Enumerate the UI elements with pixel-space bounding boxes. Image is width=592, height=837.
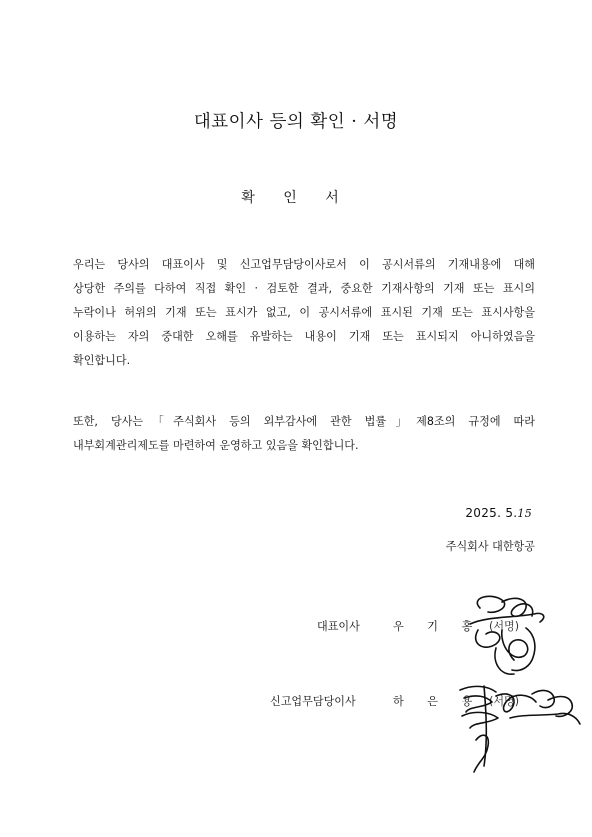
signer-title: 신고업무담당이사 xyxy=(270,695,356,708)
signer-name: 하 은 용 xyxy=(393,695,483,708)
signer-title: 대표이사 xyxy=(317,620,360,633)
signer-name: 우 기 홍 xyxy=(393,620,483,633)
paragraph-line: 누락이나 허위의 기재 또는 표시가 없고, 이 공시서류에 표시된 기재 또는 표시사항을 xyxy=(73,306,535,319)
date-handwritten-day: 15 xyxy=(517,507,532,520)
document-heading: 대표이사 등의 확인 · 서명 xyxy=(193,112,399,132)
paragraph-line: 이용하는 자의 중대한 오해를 유발하는 내용이 기재 또는 표시되지 아니하였음을 xyxy=(73,330,535,343)
internal-control-paragraph xyxy=(73,410,535,458)
paragraph-line: 또한, 당사는「주식회사 등의 외부감사에 관한 법률」제8조의 규정에 따라 xyxy=(73,415,535,428)
paragraph-line: 내부회계관리제도를 마련하여 운영하고 있음을 확인합니다. xyxy=(73,439,359,452)
paragraph-line: 확인합니다. xyxy=(73,354,131,367)
date-printed: 2025. 5. xyxy=(465,506,518,520)
paragraph-line: 상당한 주의를 다하여 직접 확인 · 검토한 결과, 중요한 기재사항의 기재 또는 표시의 xyxy=(73,282,535,295)
confirmation-paragraph xyxy=(73,253,535,373)
document-date xyxy=(465,506,532,520)
document-subheading: 확 인 서 xyxy=(241,190,351,206)
signature-placeholder: (서명) xyxy=(489,695,520,708)
handwritten-signature xyxy=(440,590,590,780)
signature-placeholder: (서명) xyxy=(489,620,520,633)
company-name: 주식회사 대한항공 xyxy=(445,540,535,553)
paragraph-line: 우리는 당사의 대표이사 및 신고업무담당이사로서 이 공시서류의 기재내용에 대해 xyxy=(73,258,535,271)
